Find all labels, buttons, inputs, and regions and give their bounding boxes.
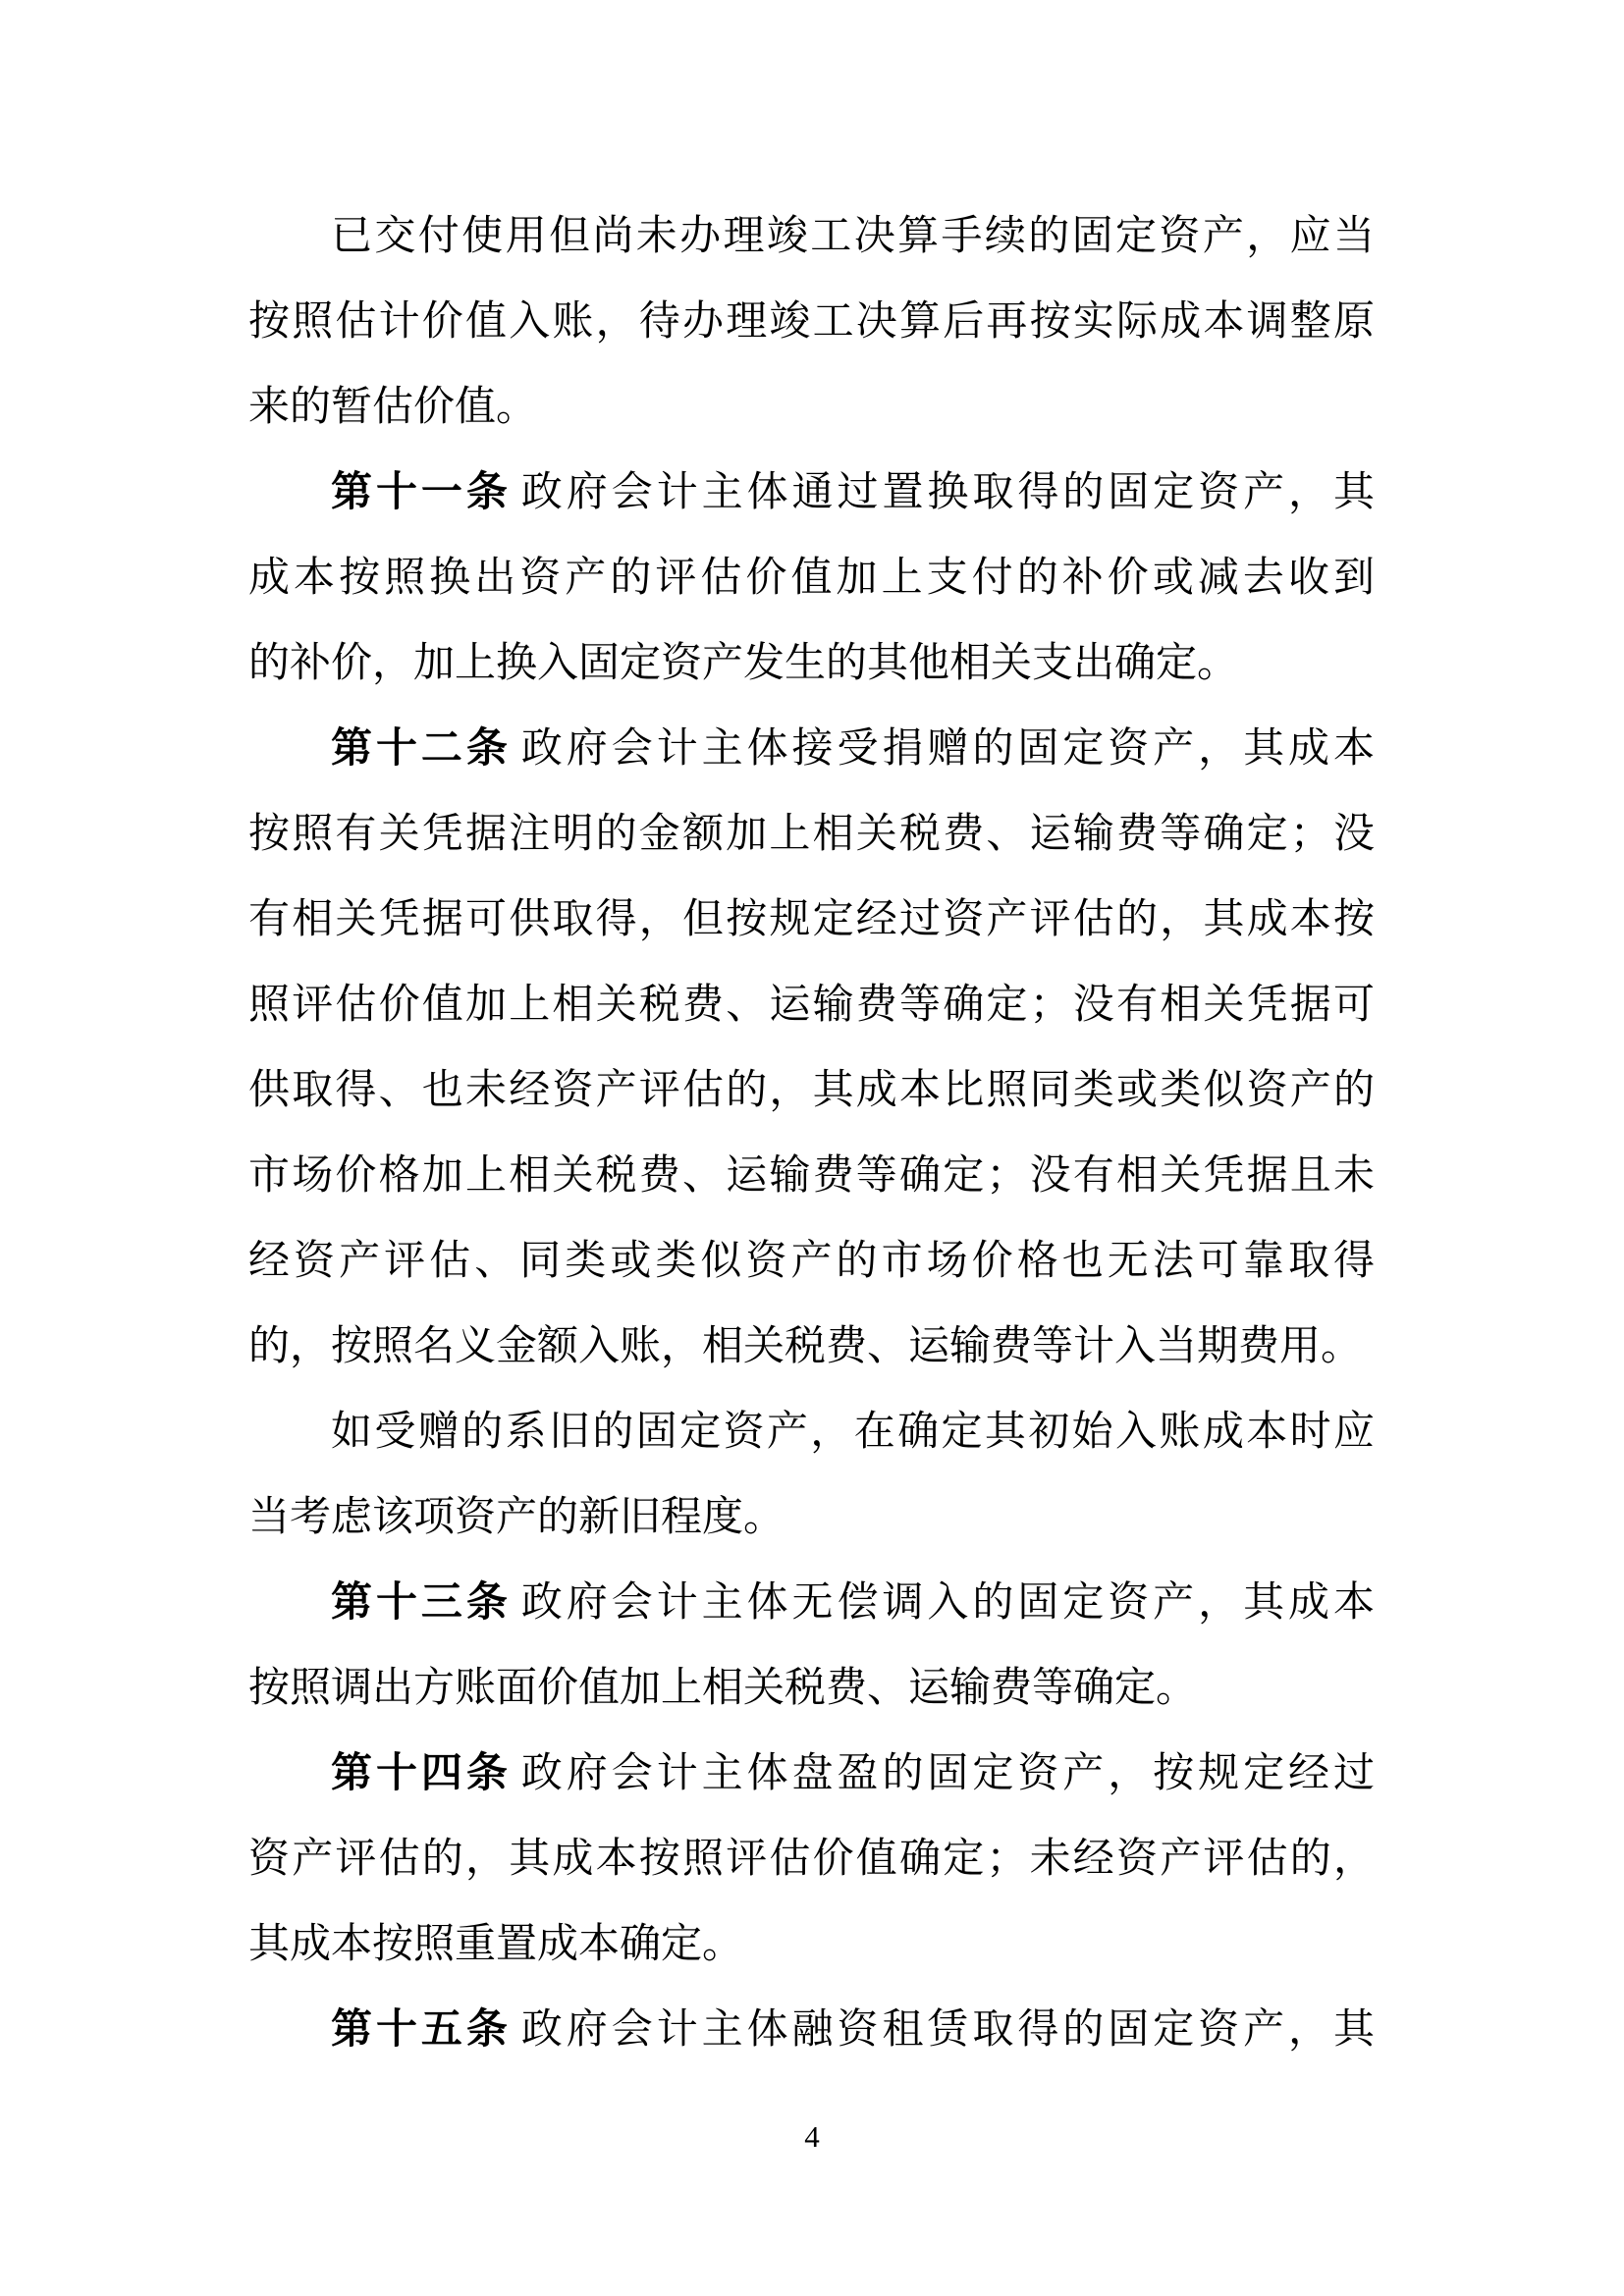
text-line — [248, 707, 1375, 792]
line-text: 其成本按照重置成本确定。 — [248, 1922, 744, 1967]
text-line — [248, 878, 1375, 963]
article-number: 第十二条 — [331, 726, 512, 772]
line-text: 照评估价值加上相关税费、运输费等确定；没有相关凭据可 — [248, 983, 1375, 1028]
line-text: 按照估计价值入账，待办理竣工决算后再按实际成本调整原 — [248, 299, 1375, 345]
line-text: 按照调出方账面价值加上相关税费、运输费等确定。 — [248, 1666, 1198, 1711]
line-text: 如受赠的系旧的固定资产，在确定其初始入账成本时应 — [331, 1410, 1375, 1455]
text-line — [248, 1988, 1375, 2073]
document-body — [248, 194, 1375, 2073]
line-text: 当考虑该项资产的新旧程度。 — [248, 1495, 785, 1540]
text-line — [248, 621, 1375, 707]
line-text: 政府会计主体盘盈的固定资产，按规定经过 — [520, 1751, 1375, 1796]
text-line — [248, 1475, 1375, 1561]
line-text: 政府会计主体融资租赁取得的固定资产，其 — [520, 2007, 1375, 2053]
line-text: 有相关凭据可供取得，但按规定经过资产评估的，其成本按 — [248, 897, 1375, 942]
text-line — [248, 451, 1375, 536]
text-line — [248, 1902, 1375, 1988]
line-text: 政府会计主体接受捐赠的固定资产，其成本 — [520, 726, 1375, 772]
article-number: 第十四条 — [331, 1751, 512, 1796]
article-number: 第十一条 — [331, 470, 512, 515]
line-text: 的，按照名义金额入账，相关税费、运输费等计入当期费用。 — [248, 1324, 1363, 1369]
line-text: 来的暂估价值。 — [248, 385, 538, 430]
text-line — [248, 1817, 1375, 1902]
text-line — [248, 194, 1375, 280]
text-line — [248, 280, 1375, 365]
text-line — [248, 1646, 1375, 1732]
text-line — [248, 1305, 1375, 1390]
line-text: 政府会计主体通过置换取得的固定资产，其 — [520, 470, 1375, 515]
text-line — [248, 536, 1375, 621]
article-number: 第十三条 — [331, 1580, 512, 1626]
line-text: 成本按照换出资产的评估价值加上支付的补价或减去收到 — [248, 556, 1375, 601]
text-line — [248, 1134, 1375, 1219]
text-line — [248, 792, 1375, 878]
line-text: 政府会计主体无偿调入的固定资产，其成本 — [520, 1580, 1375, 1626]
line-text: 已交付使用但尚未办理竣工决算手续的固定资产，应当 — [331, 214, 1375, 259]
line-text: 按照有关凭据注明的金额加上相关税费、运输费等确定；没 — [248, 812, 1375, 857]
line-text: 市场价格加上相关税费、运输费等确定；没有相关凭据且未 — [248, 1153, 1375, 1199]
line-text: 的补价，加上换入固定资产发生的其他相关支出确定。 — [248, 641, 1239, 686]
line-text: 经资产评估、同类或类似资产的市场价格也无法可靠取得 — [248, 1239, 1375, 1284]
page-number: 4 — [804, 2119, 820, 2154]
article-number: 第十五条 — [331, 2007, 512, 2053]
text-line — [248, 1732, 1375, 1817]
line-text: 资产评估的，其成本按照评估价值确定；未经资产评估的， — [248, 1837, 1375, 1882]
text-line — [248, 963, 1375, 1048]
line-text: 供取得、也未经资产评估的，其成本比照同类或类似资产的 — [248, 1068, 1375, 1113]
text-line — [248, 1219, 1375, 1305]
text-line — [248, 1390, 1375, 1475]
text-line — [248, 1561, 1375, 1646]
text-line — [248, 365, 1375, 451]
text-line — [248, 1048, 1375, 1134]
